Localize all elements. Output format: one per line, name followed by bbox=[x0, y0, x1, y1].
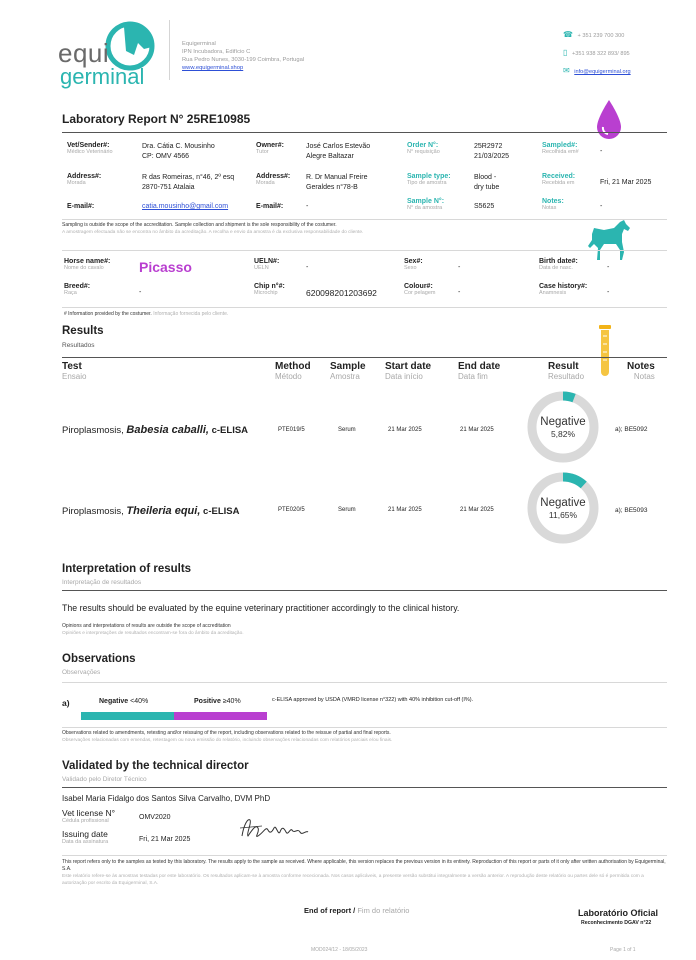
page-number: Page 1 of 1 bbox=[610, 947, 636, 953]
breed-label: Breed#: bbox=[64, 283, 91, 290]
signature bbox=[238, 814, 312, 844]
result-label: Negative bbox=[540, 416, 586, 428]
interpretation-note: Opinions and interpretations of results are outside the scope of accreditation bbox=[62, 623, 231, 629]
notes-sub: Notas bbox=[542, 205, 557, 211]
issuing-date-value: Fri, 21 Mar 2025 bbox=[139, 836, 191, 843]
start-date-value: 21 Mar 2025 bbox=[388, 507, 422, 513]
col-result: Result bbox=[548, 361, 579, 372]
positive-label: Positive bbox=[194, 698, 221, 705]
col-start-date: Start date bbox=[385, 361, 432, 372]
colour-value: - bbox=[458, 289, 461, 296]
positive-range: ≥40% bbox=[222, 698, 241, 705]
address-sub: Morada bbox=[67, 180, 86, 186]
blood-drop-icon bbox=[594, 98, 624, 142]
sample-value: Serum bbox=[338, 507, 356, 513]
owner-email-value: - bbox=[306, 203, 309, 210]
end-of-report-pt: Fim do relatório bbox=[357, 906, 410, 915]
vet-address-2: 2870-751 Atalaia bbox=[142, 184, 195, 191]
owner-label: Owner#: bbox=[256, 142, 285, 149]
result-label: Negative bbox=[540, 497, 586, 509]
owner-address-2: Geraldes n°78-B bbox=[306, 184, 358, 191]
logo-text-germinal: germinal bbox=[60, 64, 145, 89]
mail-icon: ✉ bbox=[563, 66, 570, 75]
observations-title: Observations bbox=[62, 653, 136, 665]
breed-sub: Raça bbox=[64, 290, 77, 296]
end-of-report: End of report / bbox=[304, 906, 356, 915]
sample-number-value: S5625 bbox=[474, 203, 495, 210]
sample-value: Serum bbox=[338, 427, 356, 433]
ueln-value: - bbox=[306, 264, 309, 271]
birth-date-label: Birth date#: bbox=[539, 258, 578, 265]
company-info bbox=[182, 40, 304, 72]
director-name: Isabel Maria Fidalgo dos Santos Silva Carvalho, DVM PhD bbox=[62, 794, 271, 803]
order-sub: N° requisição bbox=[407, 149, 440, 155]
usda-approval-text: c-ELISA approved by USDA (VMRD license n°322) with 40% inhibition cut-off (I%). bbox=[272, 697, 474, 703]
case-history-value: - bbox=[607, 289, 610, 296]
test-species: Babesia caballi, bbox=[126, 424, 209, 436]
address-label: Address#: bbox=[67, 173, 102, 180]
ueln-sub: UELN bbox=[254, 265, 269, 271]
observations-note: Observations related to amendments, retesting and/or reissuing of the report, including observations related to the reissue of partial and final reports. bbox=[62, 730, 391, 736]
sampled-label: Sampled#: bbox=[542, 142, 578, 149]
sample-type-1: Blood - bbox=[474, 174, 497, 181]
case-history-label: Case history#: bbox=[539, 283, 588, 290]
owner-name-1: José Carlos Estevão bbox=[306, 143, 371, 150]
owner-sub: Tutor bbox=[256, 149, 269, 155]
received-label: Received: bbox=[542, 173, 576, 180]
company-website[interactable]: www.equigerminal.shop bbox=[182, 65, 244, 71]
notes-value: - bbox=[600, 203, 603, 210]
test-species: Theileria equi, bbox=[126, 505, 201, 517]
birth-date-sub: Data de nasc. bbox=[539, 265, 573, 271]
col-notes: Notes bbox=[627, 361, 655, 372]
issuing-date-sub: Data da assinatura bbox=[62, 839, 109, 845]
result-percent: 11,65% bbox=[548, 510, 578, 520]
col-test-pt: Ensaio bbox=[62, 372, 87, 381]
ueln-label: UELN#: bbox=[254, 258, 280, 265]
chip-label: Chip n°#: bbox=[254, 283, 285, 290]
negative-bar bbox=[81, 712, 174, 720]
sampled-sub: Recolhida em# bbox=[542, 149, 579, 155]
interpretation-text: The results should be evaluated by the equine veterinary practitioner accordingly to the clinical history. bbox=[62, 603, 460, 613]
logo-text-equi: equi bbox=[58, 38, 110, 68]
chip-value: 620098201203692 bbox=[306, 288, 377, 298]
sample-type-sub: Tipo de amostra bbox=[407, 180, 447, 186]
logo bbox=[58, 18, 168, 93]
interpretation-title: Interpretation of results bbox=[62, 563, 192, 575]
mobile-icon: ▯ bbox=[563, 48, 568, 57]
positive-bar bbox=[174, 712, 267, 720]
breed-value: - bbox=[139, 289, 142, 296]
col-sample-pt: Amostra bbox=[330, 372, 360, 381]
sex-label: Sex#: bbox=[404, 258, 423, 265]
phone-2: +351 938 322 893/ 895 bbox=[571, 51, 630, 57]
sampling-disclaimer-pt: A amostragem efectuada não se encontra no âmbito da acreditação. A recolha e envio da amostra é da exclusiva responsabilidade do cliente. bbox=[62, 230, 364, 235]
test-prefix: Piroplasmosis, bbox=[62, 506, 124, 517]
company-address-1: IPN Incubadora, Edifício C bbox=[182, 49, 251, 55]
company-address-2: Rua Pedro Nunes, 3030-199 Coimbra, Portugal bbox=[182, 57, 305, 63]
phone-1: + 351 239 700 300 bbox=[577, 33, 625, 39]
report-disclaimer: This report refers only to the samples as tested by this laboratory. The results apply to the sample as received. Where applicable, this version replaces the previous version in its entirety. Reproduction of this report or parts of it only after written authorisation by Equigerminal, S.A. bbox=[62, 859, 666, 872]
col-method: Method bbox=[275, 361, 311, 372]
end-date-value: 21 Mar 2025 bbox=[460, 507, 494, 513]
negative-range: <40% bbox=[130, 698, 149, 705]
vet-email-link[interactable]: catia.mousinho@gmail.com bbox=[142, 203, 229, 210]
owner-name-2: Alegre Baltazar bbox=[306, 153, 354, 160]
vet-label: Vet/Sender#: bbox=[67, 142, 110, 149]
col-end-date-pt: Data fim bbox=[458, 372, 488, 381]
official-lab-title: Laboratório Oficial bbox=[578, 908, 659, 918]
sample-number-sub: N° da amostra bbox=[407, 205, 443, 211]
horse-name-sub: Nome do cavalo bbox=[64, 265, 104, 271]
col-end-date: End date bbox=[458, 361, 501, 372]
observations-note-pt: Observações relacionadas com emendas, retestagem ou nova emissão do relatório, incluindo observações relacionadas com relatórios parciais e/ou finais. bbox=[62, 738, 393, 743]
col-start-date-pt: Data início bbox=[385, 372, 423, 381]
order-label: Order N°: bbox=[407, 142, 439, 149]
test-tube-icon bbox=[597, 324, 613, 380]
notes-value: a); BE5093 bbox=[615, 507, 648, 514]
license-value: OMV2020 bbox=[139, 814, 171, 821]
email-label: E-mail#: bbox=[67, 203, 95, 210]
owner-email-label: E-mail#: bbox=[256, 203, 284, 210]
notes-label: Notes: bbox=[542, 198, 564, 205]
validation-sub: Validado pelo Diretor Técnico bbox=[62, 776, 147, 783]
vet-sub: Médico Veterinário bbox=[67, 149, 113, 155]
interpretation-sub: Interpretação de resultados bbox=[62, 579, 142, 586]
interpretation-note-pt: Opiniões e interpretações de resultados encontram-se fora do âmbito da acreditação. bbox=[62, 631, 244, 636]
form-code: MOD024/12 - 18/05/2023 bbox=[311, 947, 368, 953]
received-value: Fri, 21 Mar 2025 bbox=[600, 179, 652, 186]
cutoff-bar bbox=[81, 712, 267, 720]
owner-address-label: Address#: bbox=[256, 173, 291, 180]
results-title: Results bbox=[62, 325, 104, 337]
customer-info-note-pt: Informação fornecida pelo cliente. bbox=[153, 311, 229, 317]
test-prefix: Piroplasmosis, bbox=[62, 425, 124, 436]
company-name: Equigerminal bbox=[182, 41, 216, 47]
method-value: PTE020/5 bbox=[278, 507, 305, 513]
owner-address-sub: Morada bbox=[256, 180, 275, 186]
observations-sub: Observações bbox=[62, 669, 101, 676]
phone-icon: ☎ bbox=[563, 30, 573, 39]
license-sub: Cédula profissional bbox=[62, 818, 109, 824]
col-method-pt: Método bbox=[275, 372, 302, 381]
notes-value: a); BE5092 bbox=[615, 426, 648, 433]
col-notes-pt: Notas bbox=[633, 372, 655, 381]
sample-type-label: Sample type: bbox=[407, 173, 451, 180]
result-percent: 5,82% bbox=[550, 429, 576, 439]
colour-sub: Cor pelagem bbox=[404, 290, 436, 296]
horse-icon bbox=[584, 218, 634, 262]
col-test: Test bbox=[62, 361, 82, 372]
method-value: PTE019/5 bbox=[278, 427, 305, 433]
col-sample: Sample bbox=[330, 361, 366, 372]
birth-date-value: - bbox=[607, 264, 610, 271]
official-lab-sub: Reconhecimento DGAV n°22 bbox=[581, 920, 652, 926]
owner-address-1: R. Dr Manual Freire bbox=[306, 174, 368, 181]
end-date-value: 21 Mar 2025 bbox=[460, 427, 494, 433]
sampling-disclaimer: Sampling is outside the scope of the accreditation. Sample collection and shipment is the sole responsibility of the costumer. bbox=[62, 222, 337, 228]
validation-title: Validated by the technical director bbox=[62, 760, 249, 772]
results-sub: Resultados bbox=[62, 342, 95, 349]
report-title: Laboratory Report N° 25RE10985 bbox=[62, 112, 251, 126]
sample-type-2: dry tube bbox=[474, 184, 500, 191]
horse-name-label: Horse name#: bbox=[64, 258, 111, 265]
sex-sub: Sexo bbox=[404, 265, 417, 271]
customer-info-note: # Information provided by the costumer. bbox=[64, 311, 152, 317]
test-suffix: c-ELISA bbox=[211, 425, 249, 436]
order-number: 25R2972 bbox=[474, 143, 503, 150]
order-date: 21/03/2025 bbox=[474, 153, 510, 160]
vet-cp: CP: OMV 4566 bbox=[142, 153, 190, 160]
license-label: Vet license N° bbox=[62, 808, 116, 818]
vet-name: Dra. Cátia C. Mousinho bbox=[142, 143, 215, 150]
colour-label: Colour#: bbox=[404, 283, 433, 290]
sample-number-label: Sample N°: bbox=[407, 198, 445, 205]
col-result-pt: Resultado bbox=[548, 372, 585, 381]
test-suffix: c-ELISA bbox=[203, 506, 240, 517]
case-history-sub: Anamnesis bbox=[539, 290, 567, 296]
start-date-value: 21 Mar 2025 bbox=[388, 427, 422, 433]
issuing-date-label: Issuing date bbox=[62, 829, 108, 839]
sex-value: - bbox=[458, 264, 461, 271]
vet-address-1: R das Romeiras, n°46, 2º esq bbox=[142, 174, 235, 181]
observation-item-label: a) bbox=[62, 698, 70, 708]
sampled-value: - bbox=[600, 148, 603, 155]
contact-email[interactable]: info@equigerminal.org bbox=[574, 69, 631, 75]
negative-label: Negative bbox=[99, 698, 129, 705]
horse-name-value: Picasso bbox=[139, 259, 192, 275]
report-disclaimer-pt: Este relatório refere-se às amostras testadas por este laboratório. Os resultados aplicam-se à amostra conforme rececionada. Nos casos aplicáveis, a presente versão substitui integralmente a versão anterior. A reprodução deste relatório ou partes dele só é permitida com a autorização por escrito da Equigerminal, S.A. bbox=[62, 874, 644, 886]
received-sub: Recebida em bbox=[542, 180, 575, 186]
chip-sub: Microchip bbox=[254, 290, 278, 296]
